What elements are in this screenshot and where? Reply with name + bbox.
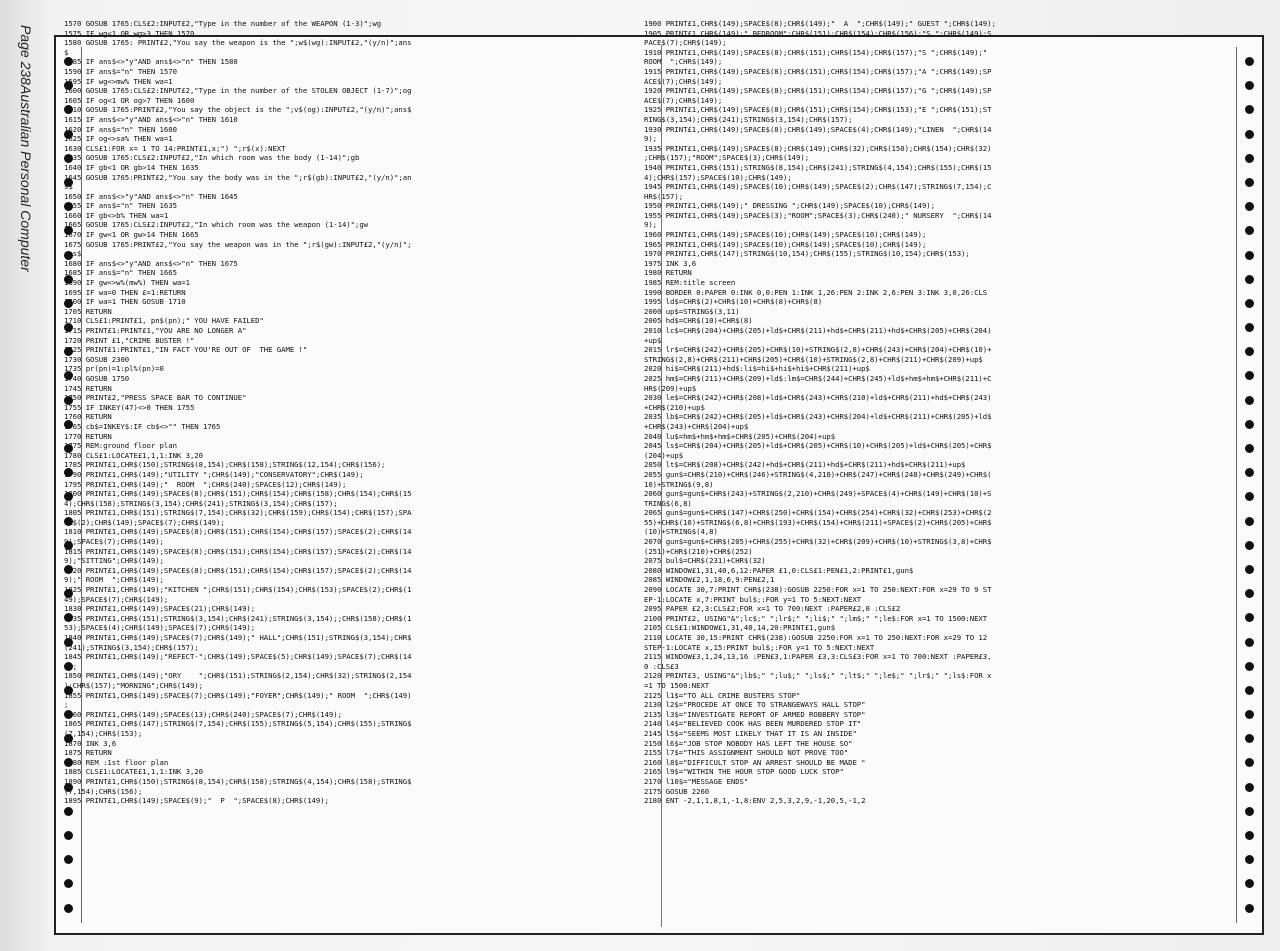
code-line: 9);"SITTING";CHR$(149);	[64, 556, 164, 566]
code-line: 1825 PRINT£1,CHR$(149);"KITCHEN ";CHR$(151);CHR$(154);CHR$(153);SPACE$(2);CHR$(1	[64, 585, 412, 595]
code-line: 1725 PRINT£1:PRINT£1,"IN FACT YOU'RE OUT OF THE GAME !"	[64, 345, 308, 355]
tractor-hole	[1245, 734, 1254, 743]
code-line: 1855 PRINT£1,CHR$(149);SPACE$(7);CHR$(149);"FOYER";CHR$(149);" ROOM ";CHR$(149)	[64, 690, 412, 700]
code-line: 2070 gun$=gun$+CHR$(205)+CHR$(255)+CHR$(32)+CHR$(209)+CHR$(10)+STRING$(3,8)+CHR$	[644, 537, 992, 547]
code-line: 1895 PRINT£1,CHR$(149);SPACE$(9);" P ";SPACE$(8);CHR$(149);	[64, 796, 329, 806]
tractor-hole	[1245, 855, 1254, 864]
code-line: 2105 CLS£1:WINDOW£1,31,40,14,20:PRINT£1,gun$	[644, 623, 836, 633]
code-line: 2045 ls$=CHR$(204)+CHR$(205)+ld$+CHR$(205)+CHR$(10)+CHR$(205)+ld$+CHR$(205)+CHR$	[644, 441, 992, 451]
code-line: 1610 GOSUB 1765:PRINT£2,"You say the object is the ";v$(og):INPUT£2,"(y/n)";ans$	[64, 105, 412, 115]
tractor-hole	[1245, 686, 1254, 695]
code-line: 1815 PRINT£1,CHR$(149);SPACE$(8);CHR$(151);CHR$(154);CHR$(157);SPACE$(2);CHR$(14	[64, 546, 412, 556]
tractor-hole	[1245, 517, 1254, 526]
code-line: s$	[64, 182, 73, 192]
code-line: ROOM ";CHR$(149);	[644, 57, 723, 67]
tractor-hole	[1245, 251, 1254, 260]
code-line: 1715 PRINT£1:PRINT£1,"YOU ARE NO LONGER A"	[64, 326, 247, 335]
code-line: 1820 PRINT£1,CHR$(149);SPACE$(8);CHR$(151);CHR$(154);CHR$(157);SPACE$(2);CHR$(14	[64, 565, 412, 575]
code-line: 1865 PRINT£1,CHR$(147);STRING$(7,154);CHR$(155);STRING$(5,154);CHR$(155);STRING$	[64, 719, 412, 729]
code-line: 1885 CLS£1:LOCATE£1,1,1:INK 3,20	[64, 767, 203, 777]
code-line: 2150 l6$="JOB STOP NOBODY HAS LEFT THE HOUSE SO"	[644, 738, 853, 748]
code-line: +up$	[644, 335, 662, 345]
code-line: ans$	[64, 249, 82, 259]
code-line: 1915 PRINT£1,CHR$(149);SPACE$(8);CHR$(151);CHR$(154);CHR$(157);"A ";CHR$(149);SP	[644, 66, 992, 76]
code-line: 1580 GOSUB 1765: PRINT£2,"You say the weapon is the ";w$(wg):INPUT£2,"(y/n)";ans	[64, 38, 412, 48]
code-line: 2090 LOCATE 30,7:PRINT CHR$(238):GOSUB 2250:FOR x=1 TO 250:NEXT:FOR x=29 TO 9 ST	[644, 585, 992, 595]
code-line: 1665 GOSUB 1765:CLS£2:INPUT£2,"In which room was the weapon (1-14)";gw	[64, 220, 369, 230]
code-line: 1685 IF ans$="n" THEN 1665	[64, 268, 177, 278]
code-line: 1755 IF INKEY(47)<>0 THEN 1755	[64, 402, 195, 412]
code-line: 9);SPACE$(7);CHR$(149);	[64, 537, 164, 547]
code-line: TRING$(6,8)	[644, 498, 692, 508]
code-line: );CHR$(157);"MORNING";CHR$(149);	[64, 680, 203, 690]
tractor-hole	[64, 831, 73, 840]
code-line: 2065 gun$=gun$+CHR$(147)+CHR$(250)+CHR$(154)+CHR$(254)+CHR$(32)+CHR$(253)+CHR$(2	[644, 508, 992, 518]
code-line: 1830 PRINT£1,CHR$(149);SPACE$(21);CHR$(149);	[64, 604, 256, 614]
code-line: 2055 gun$=CHR$(210)+CHR$(246)+STRING$(4,210)+CHR$(247)+CHR$(248)+CHR$(249)+CHR$(	[644, 469, 992, 479]
code-line: 2130 l2$="PROCEDE AT ONCE TO STRANGEWAYS HALL STOP"	[644, 700, 866, 710]
code-line: 1890 PRINT£1,CHR$(150);STRING$(8,154);CHR$(158);STRING$(4,154);CHR$(158);STRING$	[64, 776, 412, 786]
code-line: 1655 IF ans$="n" THEN 1635	[64, 201, 177, 211]
code-line: 2000 up$=STRING$(3,11)	[644, 306, 740, 316]
code-line: 2075 bul$=CHR$(231)+CHR$(32)	[644, 556, 766, 566]
code-line: 1740 GOSUB 1750	[64, 373, 130, 383]
code-line: 1640 IF gb<1 OR gb>14 THEN 1635	[64, 162, 199, 172]
tractor-hole	[64, 879, 73, 888]
code-line: 53);SPACE$(4);CHR$(149);SPACE$(7);CHR$(149);	[64, 623, 256, 633]
code-line: ACE$(7);CHR$(149);	[644, 76, 723, 86]
right-tractor-holes	[1236, 47, 1262, 923]
code-line: 1945 PRINT£1,CHR$(149);SPACE$(10);CHR$(149);SPACE$(2);CHR$(147);STRING$(7,154);C	[644, 182, 992, 192]
code-line: 2095 PAPER £2,3:CLS£2:FOR x=1 TO 700:NEXT :PAPER£2,0 :CLS£2	[644, 604, 901, 614]
code-line: 1615 IF ans$<>"y"AND ans$<>"n" THEN 1610	[64, 114, 238, 124]
code-line: 1840 PRINT£1,CHR$(149);SPACE$(7);CHR$(149);" HALL";CHR$(151);STRING$(3,154);CHR$	[64, 633, 412, 642]
code-line: 1570 GOSUB 1765:CLS£2:INPUT£2,"Type in the number of the WEAPON (1-3)";wg	[64, 19, 382, 28]
code-line: 2175 GOSUB 2260	[644, 786, 710, 796]
code-line: 2005 hd$=CHR$(10)+CHR$(8)	[644, 316, 753, 326]
tractor-hole	[1245, 541, 1254, 550]
publication-name: Australian Personal Computer	[18, 84, 34, 272]
running-head	[6, 25, 34, 325]
code-line: (7,154);CHR$(156);	[64, 786, 143, 796]
tractor-hole	[1245, 178, 1254, 187]
code-line: 2025 hm$=CHR$(211)+CHR$(209)+ld$:lm$=CHR$(244)+CHR$(245)+ld$+hm$+hm$+CHR$(211)+C	[644, 373, 992, 383]
tractor-hole	[1245, 323, 1254, 332]
code-line: 1960 PRINT£1,CHR$(149);SPACE$(10);CHR$(149);SPACE$(10);CHR$(149);	[644, 230, 927, 240]
code-line: 2140 l4$="BELIEVED COOK HAS BEEN MURDERED STOP IT"	[644, 719, 862, 729]
code-line: 1620 IF ans$="n" THEN 1600	[64, 124, 177, 134]
tractor-hole	[1245, 57, 1254, 66]
code-line: 1780 CLS£1:LOCATE£1,1,1:INK 3,20	[64, 450, 203, 460]
code-line: 2080 WINDOW£1,31,40,6,12:PAPER £1,0:CLS£1:PEN£1,2:PRINT£1,gun$	[644, 565, 914, 575]
code-line: 1860 PRINT£1,CHR$(149);SPACE$(13);CHR$(240);SPACE$(7);CHR$(149);	[64, 709, 342, 719]
tractor-hole	[1245, 396, 1254, 405]
tractor-hole	[1245, 81, 1254, 90]
code-line: 9);" ROOM ";CHR$(149);	[64, 575, 164, 585]
code-line: 1590 IF ans$="n" THEN 1570	[64, 66, 177, 76]
code-line: (241);STRING$(3,154);CHR$(157);	[64, 642, 199, 652]
tractor-hole	[1245, 202, 1254, 211]
tractor-hole	[1245, 662, 1254, 671]
code-line: 2170 l10$="MESSAGE ENDS"	[644, 776, 749, 786]
code-line: EP-1:LOCATE x,7:PRINT bul$;:FOR y=1 TO 5:NEXT:NEXT	[644, 594, 862, 604]
code-line: 2120 PRINT£3, USING"&";lb$;" ";lu$;" ";ls$;" ";lt$;" ";le$;" ";lr$;" ";ls$:FOR x	[644, 671, 992, 681]
code-line: 1660 IF gb<>b% THEN wa=1	[64, 210, 169, 220]
code-line: 2085 WINDOW£2,1,18,6,9:PEN£2,1	[644, 575, 775, 585]
tractor-hole	[1245, 105, 1254, 114]
code-line: 1775 REM:ground floor plan	[64, 441, 177, 451]
code-line: HR$(157);	[644, 191, 684, 201]
tractor-hole	[1245, 226, 1254, 235]
code-line: 2050 lt$=CHR$(208)+CHR$(242)+hd$+CHR$(211)+hd$+CHR$(211)+hd$+CHR$(211)+up$	[644, 460, 966, 470]
code-line: 1595 IF wg<>mw% THEN wa=1	[64, 76, 173, 86]
code-line: 2010 lc$=CHR$(204)+CHR$(205)+ld$+CHR$(211)+hd$+CHR$(211)+hd$+CHR$(205)+CHR$(204)	[644, 326, 992, 335]
code-line: 1600 GOSUB 1765:CLS£2:INPUT£2,"Type in the number of the STOLEN OBJECT (1-7)";og	[64, 86, 412, 96]
code-line: 1785 PRINT£1,CHR$(150);STRING$(8,154);CHR$(158);STRING$(12,154);CHR$(156);	[64, 460, 386, 470]
code-line: 2100 PRINT£2, USING"&";lc$;" ";lr$;" ";li$;" ";lm$;" ";le$:FOR x=1 TO 1500:NEXT	[644, 613, 988, 623]
code-line: 1795 PRINT£1,CHR$(149);" ROOM ";CHR$(240);SPACE$(12);CHR$(149);	[64, 479, 347, 489]
code-line: 1790 PRINT£1,CHR$(149);"UTILITY ";CHR$(149);"CONSERVATORY";CHR$(149);	[64, 469, 364, 479]
code-line: ;CHR$(157);"ROOM";SPACE$(3);CHR$(149);	[644, 153, 810, 163]
code-line: 1675 GOSUB 1765:PRINT£2,"You say the weapon was in the ";r$(gw):INPUT£2,"(y/n)";	[64, 239, 412, 249]
code-line: 2145 l5$="SEEMS MOST LIKELY THAT IT IS AN INSIDE"	[644, 728, 857, 738]
code-line: 10)+STRING$(9,8)	[644, 479, 714, 489]
code-line: 1645 GOSUB 1765:PRINT£2,"You say the body was in the ";r$(gb):INPUT£2,"(y/n)";an	[64, 172, 412, 182]
code-line: 1930 PRINT£1,CHR$(149);SPACE$(8);CHR$(149);SPACE$(4);CHR$(149);"LINEN ";CHR$(14	[644, 124, 992, 134]
code-line: 1585 IF ans$<>"y"AND ans$<>"n" THEN 1580	[64, 57, 238, 67]
code-line: 2165 l9$="WITHIN THE HOUR STOP GOOD LUCK STOP"	[644, 767, 844, 777]
code-line: RING$(3,154);CHR$(241);STRING$(3,154);CHR$(157);	[644, 114, 853, 124]
code-line: 1690 IF gw<>w%(mw%) THEN wa=1	[64, 278, 190, 288]
code-line: 1680 IF ans$<>"y"AND ans$<>"n" THEN 1675	[64, 258, 238, 268]
tractor-hole	[1245, 468, 1254, 477]
code-line: 1985 REM:title screen	[644, 278, 736, 288]
tractor-hole	[1245, 299, 1254, 308]
code-line: 2125 l1$="TO ALL CRIME BUSTERS STOP"	[644, 690, 801, 700]
code-line: 1625 IF og<>sa% THEN wa=1	[64, 134, 173, 144]
code-line: 2015 lr$=CHR$(242)+CHR$(205)+CHR$(10)+STRING$(2,8)+CHR$(243)+CHR$(204)+CHR$(10)+	[644, 345, 992, 355]
code-line: CE$(2);CHR$(149);SPACE$(7);CHR$(149);	[64, 517, 225, 527]
code-line: 1880 REM :1st floor plan	[64, 757, 169, 767]
tractor-hole	[64, 855, 73, 864]
code-line: 2180 ENT -2,1,1,8,1,-1,8:ENV 2,5,3,2,9,-1,20,5,-1,2	[644, 796, 866, 806]
code-line: 9);	[644, 220, 658, 230]
tractor-hole	[1245, 613, 1254, 622]
code-line: 1630 CLS£1:FOR x= 1 TO 14:PRINT£1,x;") ";r$(x):NEXT	[64, 143, 286, 153]
code-line: 1650 IF ans$<>"y"AND ans$<>"n" THEN 1645	[64, 191, 238, 201]
tractor-hole	[1245, 758, 1254, 767]
code-line: +CHR$(210)+up$	[644, 402, 705, 412]
tractor-hole	[1245, 371, 1254, 380]
tractor-hole	[1245, 492, 1254, 501]
code-line: 1935 PRINT£1,CHR$(149);SPACE$(8);CHR$(149);CHR$(32);CHR$(150);CHR$(154);CHR$(32)	[644, 143, 992, 153]
code-line: 1805 PRINT£1,CHR$(151);STRING$(7,154);CHR$(32);CHR$(159);CHR$(154);CHR$(157);SPA	[64, 508, 412, 518]
tractor-hole	[1245, 638, 1254, 647]
code-line: 1845 PRINT£1,CHR$(149);"REFECT-";CHR$(149);SPACE$(5);CHR$(149);SPACE$(7);CHR$(14	[64, 652, 412, 662]
code-line: 4);CHR$(157);SPACE$(10);CHR$(149);	[644, 172, 792, 182]
code-line: 2060 gun$=gun$+CHR$(243)+STRING$(2,210)+CHR$(249)+SPACE$(4)+CHR$(149)+CHR$(10)+S	[644, 489, 992, 499]
code-line: 1955 PRINT£1,CHR$(149);SPACE$(3);"ROOM";SPACE$(3);CHR$(240);" NURSERY ";CHR$(14	[644, 210, 992, 220]
code-line: 1695 IF wa=0 THEN £=1:RETURN	[64, 287, 186, 297]
code-line: 1995 ld$=CHR$(2)+CHR$(10)+CHR$(8)+CHR$(8)	[644, 297, 823, 307]
code-line: ;	[64, 700, 69, 710]
code-line: 9);	[644, 134, 658, 144]
tractor-hole	[1245, 710, 1254, 719]
code-line: 1920 PRINT£1,CHR$(149);SPACE$(8);CHR$(151);CHR$(154);CHR$(157);"G ";CHR$(149);SP	[644, 86, 992, 96]
tractor-hole	[1245, 130, 1254, 139]
code-line: 49);SPACE$(7);CHR$(149);	[64, 594, 169, 604]
code-line: 1700 IF wa=1 THEN GOSUB 1710	[64, 297, 186, 307]
code-line: (7,154);CHR$(153);	[64, 728, 143, 738]
code-line: 1900 PRINT£1,CHR$(149);SPACE$(8);CHR$(149);" A ";CHR$(149);" GUEST ";CHR$(149);	[644, 19, 996, 28]
code-line: 2040 lu$=hm$+hm$+hm$+CHR$(205)+CHR$(204)+up$	[644, 431, 836, 441]
code-line: 1800 PRINT£1,CHR$(149);SPACE$(8);CHR$(151);CHR$(154);CHR$(158);CHR$(154);CHR$(15	[64, 489, 412, 499]
tractor-hole	[1245, 565, 1254, 574]
code-line: HR$(209)+up$	[644, 383, 697, 393]
code-line: 1810 PRINT£1,CHR$(149);SPACE$(8);CHR$(151);CHR$(154);CHR$(157);SPACE$(2);CHR$(14	[64, 527, 412, 537]
tractor-hole	[1245, 589, 1254, 598]
code-line: 1765 cb$=INKEY$:IF cb$<>"" THEN 1765	[64, 421, 221, 431]
code-line: PACE$(7);CHR$(149);	[644, 38, 727, 48]
tractor-hole	[1245, 347, 1254, 356]
code-line: STRING$(2,8)+CHR$(211)+CHR$(205)+CHR$(10)+STRING$(2,8)+CHR$(211)+CHR$(209)+up$	[644, 354, 983, 364]
page-number: Page 238	[18, 25, 34, 85]
tractor-hole	[1245, 783, 1254, 792]
code-line: 9);	[64, 661, 78, 671]
tractor-hole	[1245, 444, 1254, 453]
code-line: 2160 l8$="DIFFICULT STOP AN ARREST SHOULD BE MADE "	[644, 757, 866, 767]
code-line: 1910 PRINT£1,CHR$(149);SPACE$(8);CHR$(151);CHR$(154);CHR$(157);"S ";CHR$(149);"	[644, 47, 988, 57]
code-line: 1835 PRINT£1,CHR$(151);STRING$(3,154);CHR$(241);STRING$(3,154);;CHR$(158);CHR$(1	[64, 613, 412, 623]
code-line: (10)+STRING$(4,8)	[644, 527, 718, 537]
code-line: 1905 PRINT£1,CHR$(149);" BEDROOM";CHR$(151);CHR$(154);CHR$(156);"S ";CHR$(149);S	[644, 28, 992, 38]
code-line: 1850 PRINT£1,CHR$(149);"ORY ";CHR$(151);STRING$(2,154);CHR$(32);STRING$(2,154	[64, 671, 412, 681]
code-line: 1975 INK 3,6	[644, 258, 697, 268]
code-line: 2035 lb$=CHR$(242)+CHR$(205)+ld$+CHR$(243)+CHR$(204)+ld$+CHR$(211)+CHR$(205)+ld$	[644, 412, 992, 422]
code-line: 1925 PRINT£1,CHR$(149);SPACE$(8);CHR$(151);CHR$(154);CHR$(153);"E ";CHR$(151);ST	[644, 105, 992, 115]
code-line: ACE$(7);CHR$(149);	[644, 95, 723, 105]
code-line: $	[64, 47, 69, 57]
tractor-hole	[64, 904, 73, 913]
code-line: 2030 le$=CHR$(242)+CHR$(208)+ld$+CHR$(243)+CHR$(210)+ld$+CHR$(211)+hd$+CHR$(243)	[644, 393, 992, 403]
code-line: 2020 hi$=CHR$(211)+hd$:li$=hi$+hi$+hi$+CHR$(211)+up$	[644, 364, 870, 374]
code-line: 1605 IF og<1 OR og>7 THEN 1600	[64, 95, 195, 105]
code-line: 1970 PRINT£1,CHR$(147);STRING$(10,154);CHR$(155);STRING$(10,154);CHR$(153);	[644, 249, 970, 259]
code-line: 1980 RETURN	[644, 268, 692, 278]
code-line: 4);CHR$(158);STRING$(3,154);CHR$(241);STRING$(3,154);CHR$(157);	[64, 498, 338, 508]
code-line: 1940 PRINT£1,CHR$(151);STRING$(8,154);CHR$(241);STRING$(4,154);CHR$(155);CHR$(15	[644, 162, 992, 172]
right-listing-column	[644, 19, 1180, 806]
code-line: 1770 RETURN	[64, 431, 112, 441]
code-line: 1990 BORDER 0:PAPER 0:INK 0,0:PEN 1:INK 1,26:PEN 2:INK 2,6:PEN 3:INK 3,0,26:CLS	[644, 287, 988, 297]
code-line: 1965 PRINT£1,CHR$(149);SPACE$(10);CHR$(149);SPACE$(10);CHR$(149);	[644, 239, 927, 249]
code-line: 1735 pr(pn)=1:pl%(pn)=0	[64, 364, 164, 374]
code-line: 0 :CLS£3	[644, 661, 679, 671]
code-line: 2115 WINDOW£3,1,24,13,16 :PEN£3,1:PAPER £3,3:CLS£3:FOR x=1 TO 700:NEXT :PAPER£3,	[644, 652, 992, 662]
code-line: 1635 GOSUB 1765:CLS£2:INPUT£2,"In which room was the body (1-14)";gb	[64, 153, 360, 163]
code-line: 1730 GOSUB 2300	[64, 354, 130, 364]
code-line: 2155 l7$="THIS ASSIGNMENT SHOULD NOT PROVE TOO"	[644, 748, 849, 758]
code-line: 1750 PRINT£2,"PRESS SPACE BAR TO CONTINUE"	[64, 393, 247, 403]
code-line: =1 TO 1500:NEXT	[644, 680, 710, 690]
code-line: 1710 CLS£1:PRINT£1, pn$(pn);" YOU HAVE FAILED"	[64, 316, 264, 326]
code-line: 1705 RETURN	[64, 306, 112, 316]
code-line: 2110 LOCATE 30,15:PRINT CHR$(238):GOSUB 2250:FOR x=1 TO 250:NEXT:FOR x=29 TO 12	[644, 633, 988, 642]
tractor-hole	[1245, 904, 1254, 913]
tractor-hole	[1245, 879, 1254, 888]
tractor-hole	[1245, 420, 1254, 429]
tractor-hole	[64, 807, 73, 816]
left-listing-column	[64, 19, 594, 806]
code-line: 2135 l3$="INVESTIGATE REPORT OF ARMED ROBBERY STOP"	[644, 709, 866, 719]
tractor-hole	[1245, 275, 1254, 284]
code-line: 1575 IF wg<1 OR wg>3 THEN 1570	[64, 28, 195, 38]
code-line: 1875 RETURN	[64, 748, 112, 758]
code-line: 1870 INK 3,6	[64, 738, 117, 748]
code-line: 55)+CHR$(10)+STRING$(6,8)+CHR$(193)+CHR$(154)+CHR$(211)+SPACE$(2)+CHR$(205)+CHR$	[644, 517, 992, 527]
code-line: 1950 PRINT£1,CHR$(149);" DRESSING ";CHR$(149);SPACE$(10);CHR$(149);	[644, 201, 935, 211]
code-line: (204)+up$	[644, 450, 684, 460]
tractor-hole	[1245, 154, 1254, 163]
code-line: 1670 IF gw<1 OR gw>14 THEN 1665	[64, 230, 199, 240]
code-line: (251)+CHR$(210)+CHR$(252)	[644, 546, 753, 556]
code-line: 1745 RETURN	[64, 383, 112, 393]
tractor-hole	[1245, 831, 1254, 840]
tractor-hole	[1245, 807, 1254, 816]
code-line: +CHR$(243)+CHR$(204)+up$	[644, 421, 749, 431]
code-line: STEP-1:LOCATE x,15:PRINT bul$;:FOR y=1 TO 5:NEXT:NEXT	[644, 642, 875, 652]
code-line: 1760 RETURN	[64, 412, 112, 422]
code-line: 1720 PRINT £1,"CRIME BUSTER !"	[64, 335, 195, 345]
